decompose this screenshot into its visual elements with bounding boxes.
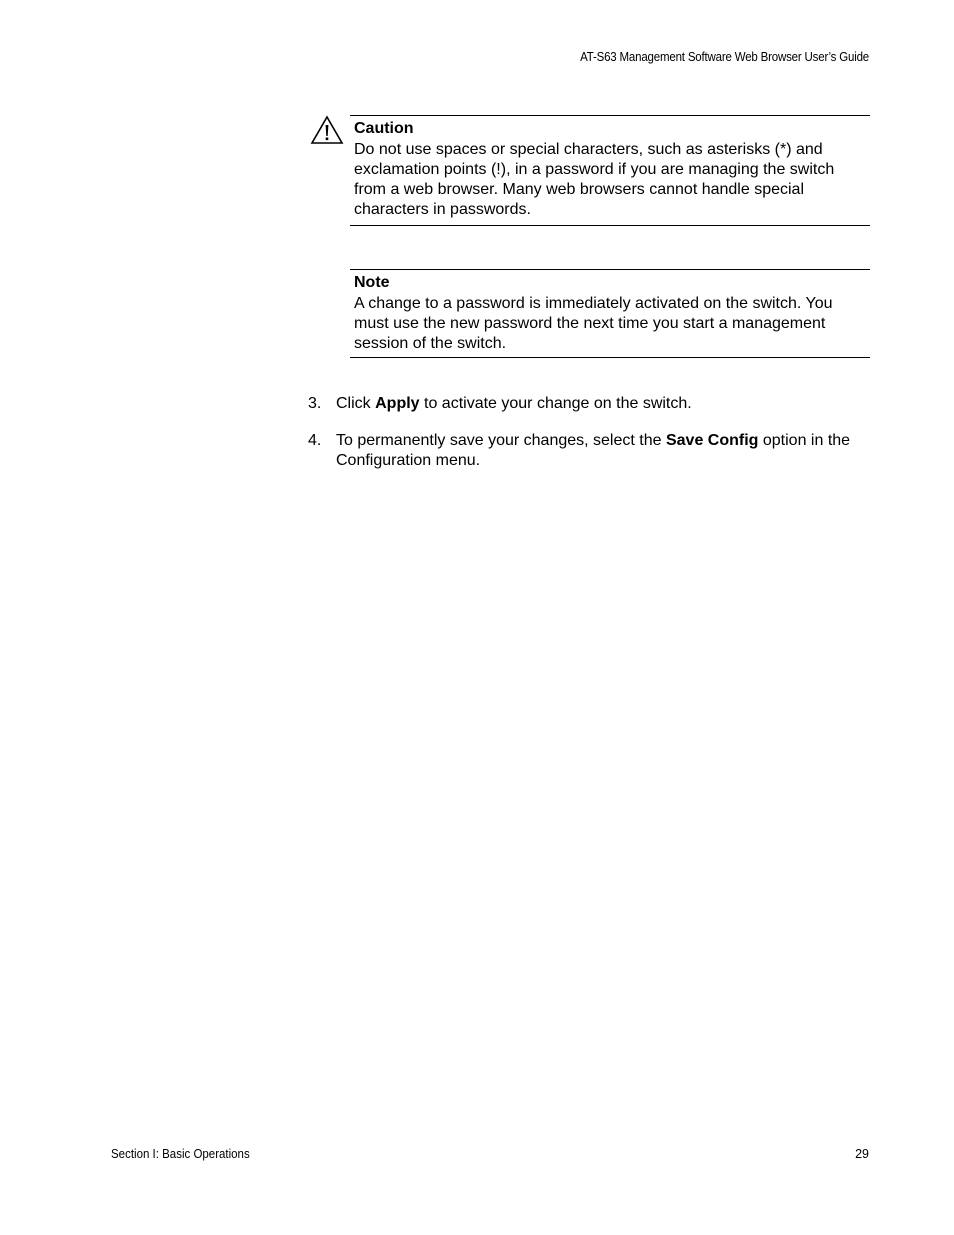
- step-list: [308, 394, 870, 488]
- note-body: A change to a password is immediately activated on the switch. You must use the new password the next time you start a management session of the switch.: [354, 295, 833, 352]
- step-number: 3.: [308, 395, 322, 412]
- note-title: Note: [354, 274, 390, 291]
- note-box: [350, 269, 870, 358]
- caution-title: Caution: [354, 120, 414, 137]
- caution-box: [350, 115, 870, 226]
- step-number: 4.: [308, 432, 322, 449]
- page-number: 29: [855, 1147, 869, 1161]
- step-text-post: option in the Configuration menu.: [336, 432, 851, 469]
- warning-triangle-icon: [310, 115, 344, 145]
- step-item: [308, 431, 870, 471]
- step-text-bold: Save Config: [665, 432, 759, 449]
- step-text-pre: Click: [336, 395, 376, 412]
- caution-body: Do not use spaces or special characters, such as asterisks (*) and exclamation points (!), in a password if you are managing the switch from a web browser. Many web browsers cannot handle special characters in passwords.: [354, 141, 835, 218]
- step-text: [336, 431, 870, 471]
- step-text-pre: To permanently save your changes, select the: [336, 432, 666, 449]
- step-text-post: to activate your change on the switch.: [419, 395, 692, 412]
- step-item: [308, 394, 870, 414]
- step-text-bold: Apply: [375, 395, 420, 412]
- footer-section: Section I: Basic Operations: [111, 1147, 250, 1161]
- running-header: AT-S63 Management Software Web Browser User’s Guide: [580, 50, 869, 64]
- step-text: [336, 394, 692, 414]
